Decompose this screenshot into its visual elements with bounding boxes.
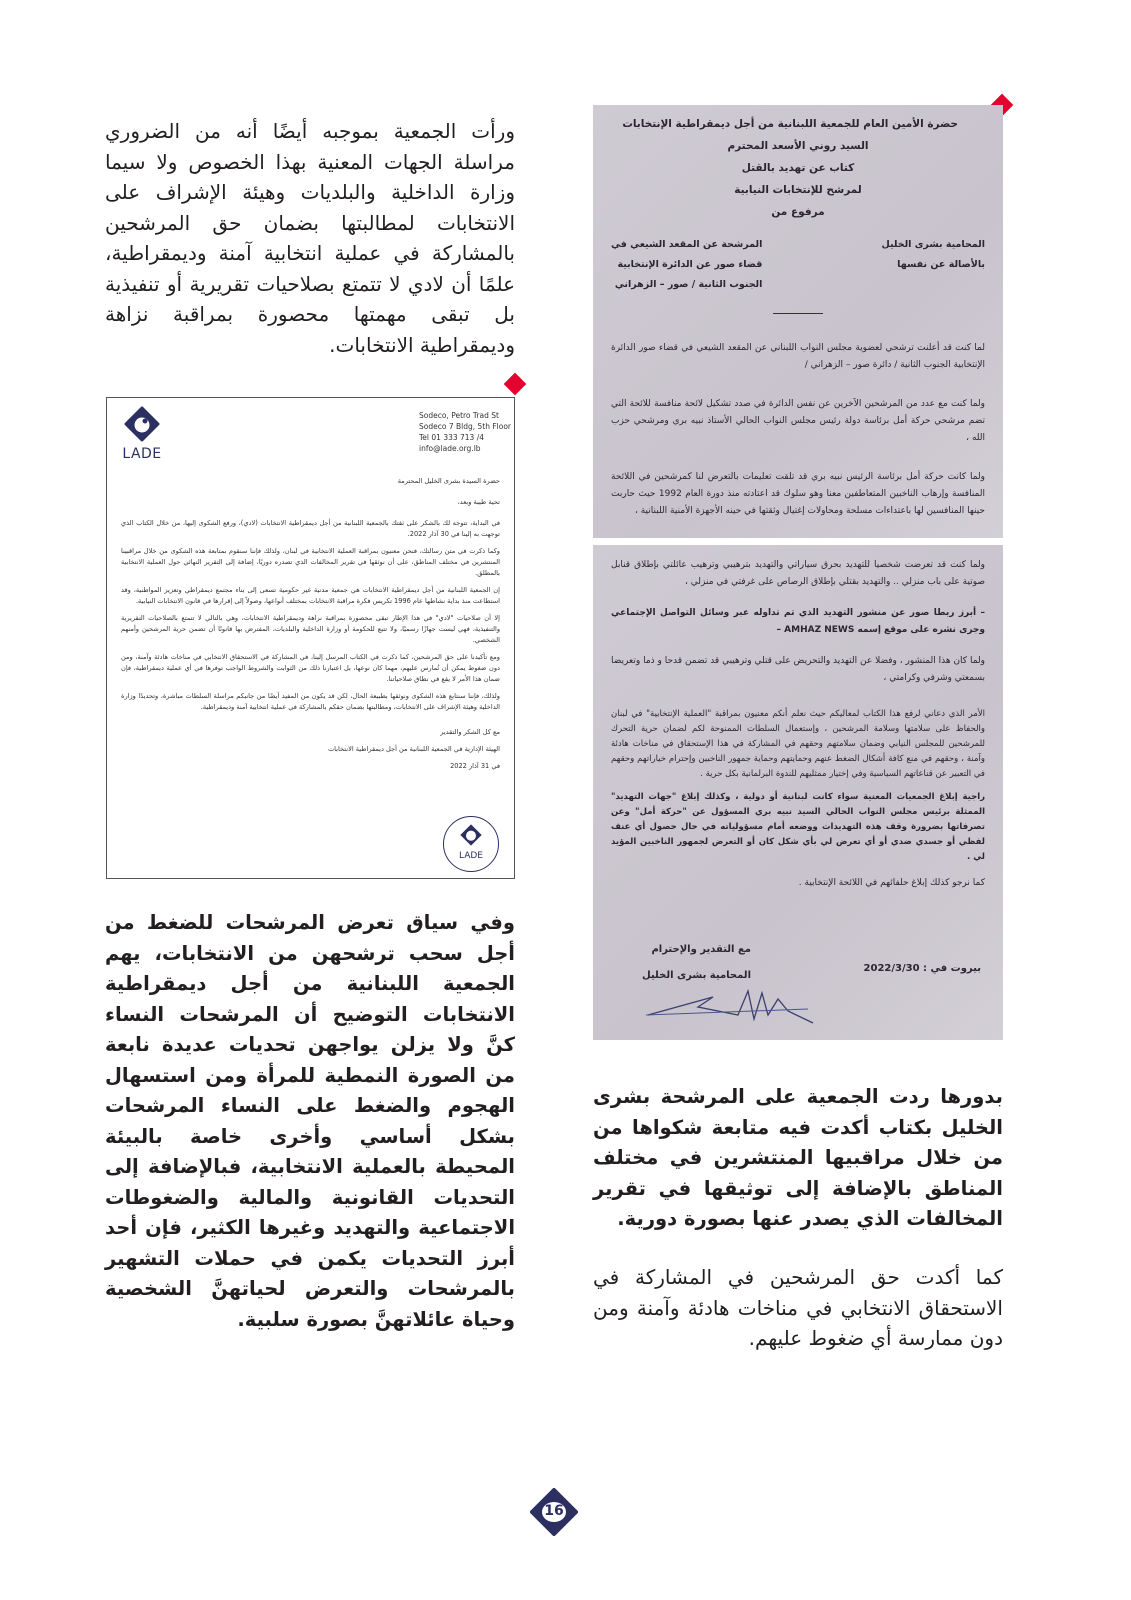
letter-paragraph: في البداية، نتوجه لك بالشكر على ثقتك بالجمعية اللبنانية من أجل ديمقراطية الانتخابات (لادي)، ورفع الشكوى إليها، من خلال الكتاب الذي توجهت به إلينا في 30 آذار 2022. [121,519,500,538]
letter-paragraph: ولما كانت حركة أمل برئاسة الرئيس نبيه بري قد تلقت تعليمات بالتعرض لنا كمرشحين في اللائحة المنافسة وإرهاب الناخبين المتعاطفين معنا وهو سلوك قد اعتادته منذ دورة العام 1992 حيث حاربت حينها المنافسين لها باعتداءات مسلحة ومحاولات إغتيال وثقتها في حينه الأجهزة الأمنية اللبنانية ، [611,472,985,516]
handwritten-signature [638,985,818,1025]
letter-paragraph: إن الجمعية اللبنانية من أجل ديمقراطية الانتخابات هي جمعية مدنية غير حكومية تسعى إلى بناء مجتمع ديمقراطي وتعزيز المواطنية، وقد استطاعت منذ بداية نشاطها عام 1996 تكريس فكرة مراقبة الانتخابات بمختلف أنواعها، وصولاً إلى إقرارها في قانون الانتخابات النيابية. [121,586,500,605]
lade-letter-body [121,476,500,778]
lade-stamp [443,816,499,872]
address-line: Sodeco 7 Bldg, 5th Floor [419,422,512,431]
lade-address [419,410,511,454]
lade-logo [117,406,167,462]
letter-header-line: السيد روني الأسعد المحترم [727,140,869,152]
greeting: تحية طيبة وبعد، [457,498,500,506]
sender-line: الجنوب الثانية / صور – الزهراني [614,279,763,290]
signature-block [611,937,751,989]
lade-logo-text: LADE [122,446,162,462]
letter-paragraph: لما كنت قد أعلنت ترشحي لعضوية مجلس النواب اللبناني عن المقعد الشيعي في قضاء صور الدائرة الإنتخابية الجنوب الثانية / دائرة صور – الزهراني / [611,343,985,370]
right-paragraph-1: بدورها ردت الجمعية على المرشحة بشرى الخليل بكتاب أكدت فيه متابعة شكواها من من خلال مراقبيها المنتشرين في مختلف المناطق بالإضافة إلى توثيقها في تقرير المخالفات الذي يصدر عنها بصورة دورية. [593,1085,1003,1230]
letter-header-line: كتاب عن تهديد بالقتل [741,162,855,174]
page-number: 16 [544,1503,564,1519]
closing: مع التقدير والإحترام [651,944,751,955]
red-diamond-marker [504,373,527,396]
letter-date: بيروت في : 2022/3/30 [863,963,981,974]
letter-paragraph: ولذلك، فإننا سنتابع هذه الشكوى ونوثقها بطبيعة الحال، لكن قد يكون من المفيد أيضًا من جانبكم مراسلة السلطات مباشرة، وتحديدًا وزارة الداخلية وهيئة الإشراف على الانتخابات، ومطالبتها بضمان حقكم بالمشاركة في عملية انتخابية آمنة وديمقراطية. [121,692,500,711]
lade-stamp-icon [459,823,483,847]
address-line: Tel 01 333 713 /4 [419,433,485,442]
letter-date: في 31 آذار 2022 [450,762,500,770]
letter-header-line: مرفوع من [771,206,825,218]
scanned-complaint-letter-page-1 [593,105,1003,538]
stamp-text: LADE [459,851,483,861]
letter-paragraph: ولما كنت مع عدد من المرشحين الآخرين عن نفس الدائرة في صدد تشكيل لائحة منافسة للائحة التي تضم مرشحي حركة أمل برئاسة دولة رئيس مجلس النواب الحالي الأستاذ نبيه بري ومرشحي حزب الله ، [611,399,985,443]
signatory: المحامية بشرى الخليل [642,970,751,981]
left-paragraph-2: وفي سياق تعرض المرشحات للضغط من أجل سحب ترشحهن من الانتخابات، يهم الجمعية اللبنانية من أجل ديمقراطية الانتخابات التوضيح أن المرشحات النساء كنَّ ولا يزلن يواجهن تحديات عديدة نابعة من الصورة النمطية للمرأة ومن استسهال الهجوم والضغط على النساء المرشحات بشكل أساسي وأخرى خاصة بالبيئة المحيطة بالعملية الانتخابية، فبالإضافة إلى التحديات القانونية والمالية والضغوطات الاجتماعية والتهديد وغيرها الكثير، فإن أحد أبرز التحديات يكمن في حملات التشهير بالمرشحات والتعرض لحياتهنَّ الشخصية وحياة عائلاتهنَّ بصورة سلبية. [105,911,515,1331]
divider [773,313,823,314]
letter-paragraph: وكما ذكرت في متن رسالتك، فنحن معنيون بمراقبة العملية الانتخابية في لبنان، ولذلك فإننا سنقوم بمتابعة هذه الشكوى من خلال مراقبينا المنتشرين في مختلف المناطق، على أن نوثقها في تقرير المخالفات الذي تصدره دوريًا، إضافة إلى التقرير النهائي حول العملية الانتخابية بالمطلق. [121,547,500,577]
sender-line: المحامية بشرى الخليل [881,239,985,250]
letter-header-line: لمرشح للإنتخابات النيابية [734,184,862,196]
letter-paragraph: – أبرز ربطا صور عن منشور التهديد الذي تم تداوله عبر وسائل التواصل الإجتماعي وجرى نشره على موقع إسمه AMHAZ NEWS – [611,608,985,635]
scanned-complaint-letter-page-2 [593,545,1003,1040]
page-number-badge [530,1488,578,1536]
letter-paragraph: ولما كان هذا المنشور ، وفضلا عن التهديد والتحريض على قتلي وترهيبي قد تضمن قدحا و ذما وتعريضا بسمعتي وشرفي وكرامتي ، [611,656,985,683]
closing: مع كل الشكر والتقدير [440,728,500,736]
lade-logo-icon [124,406,160,442]
salutation: حضرة السيدة بشرى الخليل المحترمة [397,477,500,485]
letter-paragraph: راجية إبلاغ الجمعيات المعنية سواء كانت لبنانية أو دولية ، وكذلك إبلاغ "جهات التهديد" الممثلة برئيس مجلس النواب الحالي السيد نبيه بري المسؤول عن "حركة أمل" وعن تصرفاتها بضرورة وقف هذه التهديدات ووضعه أمام مسؤولياته في حال حصول أي عنف لفظي أو جسدي ضدي أو أي تعرض لي بأي شكل كان أو التعرض لجمهور الناخبين المؤيد لي . [611,792,985,862]
left-paragraph-1: ورأت الجمعية بموجبه أيضًا أنه من الضروري مراسلة الجهات المعنية بهذا الخصوص ولا سيما وزارة الداخلية والبلديات وهيئة الإشراف على الانتخابات لمطالبتها بضمان حق المرشحين بالمشاركة في عملية انتخابية آمنة وديمقراطية، علمًا أن لادي لا تتمتع بصلاحيات تقريرية أو تنفيذية بل تبقى مهمتها محصورة بمراقبة نزاهة وديمقراطية الانتخابات. [105,119,515,357]
sender-line: بالأصالة عن نفسها [897,259,985,270]
sender-line: قضاء صور عن الدائرة الإنتخابية [617,259,763,270]
right-paragraph-2: كما أكدت حق المرشحين في المشاركة في الاستحقاق الانتخابي في مناخات هادئة وآمنة ومن دون ممارسة أي ضغوط عليهم. [593,1265,1003,1350]
sender-block [593,235,1003,295]
address-line: info@lade.org.lb [419,444,481,453]
letter-header-line: حضرة الأمين العام للجمعية اللبنانية من أجل ديمقراطية الإنتخابات [622,118,958,130]
lade-reply-letter-image [106,397,515,879]
letter-paragraph: كما نرجو كذلك إبلاغ حلفائهم في اللائحة الإنتخابية . [798,878,985,888]
address-line: Sodeco, Petro Trad St [419,411,499,420]
letter-paragraph: إلا أن صلاحيات "لادي" في هذا الإطار تبقى محصورة بمراقبة نزاهة وديمقراطية الانتخابات، وهي بالتالي لا تتمتع بالصلاحيات التقريرية والتنفيذية، فهي ليست جهازًا رسميًا، ولا تتبع للحكومة أو وزارة الداخلية والبلديات، المفترض بها قانونًا أن تضمن حرية المرشحين وأمنهم الشخصي. [121,614,500,644]
sender-line: المرشحة عن المقعد الشيعي في [611,239,763,250]
letter-paragraph: ومع تأكيدنا على حق المرشحين، كما ذكرت في الكتاب المرسل إلينا، في المشاركة في الاستحقاق الانتخابي في مناخات هادئة وآمنة، ومن دون ضغوط يمكن أن تُمارس عليهم، مهما كان نوعها، بل اعتبارنا ذلك من الثوابت والشروط الواجب توفرها في أي عملية ديمقراطية، فإن ضمان هذا الأمر لا يقع في نطاق صلاحياتنا. [121,653,500,683]
letter-paragraph: الأمر الذي دعاني لرفع هذا الكتاب لمعاليكم حيث نعلم أنكم معنيون بمراقبة "العملية الإنتخابية" في لبنان والحفاظ على سلامتها وسلامة المرشحين ، وإستعمال السلطات الممنوحة لكم لضمان حرية التحرك للمرشحين للمجلس النيابي وضمان سلامتهم وحقهم في المشاركة في هذا الإستحقاق في مناخات هادئة وآمنة ، وحقهم في منع كافة أشكال الضغط عنهم وحمايتهم وحماية جمهور الناخبين وإحترام خياراتهم وحقهم في التعبير عن قناعاتهم السياسية وفي إختيار ممثليهم للندوة البرلمانية بكل حرية . [611,709,985,779]
signatory: الهيئة الإدارية في الجمعية اللبنانية من أجل ديمقراطية الانتخابات [327,745,500,753]
letter-paragraph: ولما كنت قد تعرضت شخصيا للتهديد بحرق سياراتي والتهديد بترهيبي وترهيب عائلتي بإطلاق قنابل صوتية على باب منزلي .. والتهديد بقتلي بإطلاق الرصاص على غرفتي في منزلي ، [611,560,985,587]
